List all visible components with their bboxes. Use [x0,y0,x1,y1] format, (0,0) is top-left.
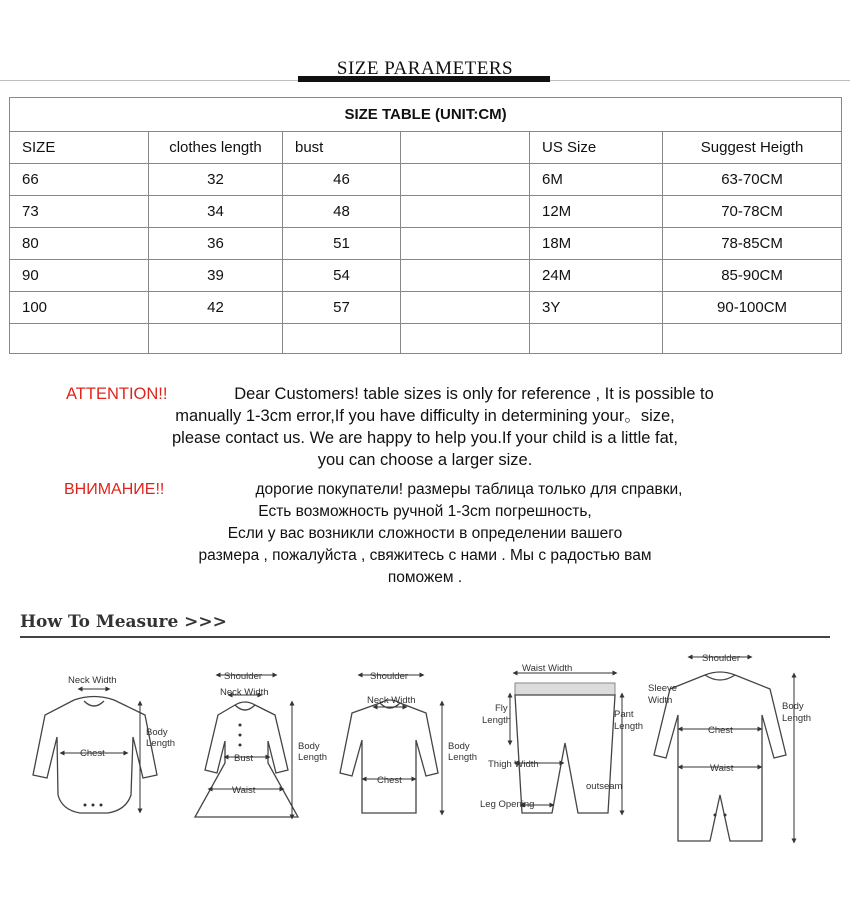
cell-empty [401,292,530,324]
label-body: Body [298,741,320,752]
label-pant-length: Length [614,721,644,732]
table-row [10,292,842,324]
how-to-measure-title: How To Measure >>> [20,612,227,632]
label-outseam: outseam [586,781,623,792]
shirt-figure [340,671,477,813]
cell-us-size: 12M [530,196,663,228]
label-chest: Chest [377,775,402,786]
header-size: SIZE [10,132,149,164]
header-bust: bust [283,132,401,164]
cell-suggest-height: 90-100CM [663,292,842,324]
attention-line: you can choose a larger size. [317,451,533,469]
label-waist: Waist [232,785,256,796]
label-body-length: Length [782,713,812,724]
table-caption: SIZE TABLE (UNIT:CM) [10,98,842,132]
table-row-blank [10,324,842,354]
vnimanie-line: Если у вас возникли сложности в определении вашего [227,525,623,542]
label-leg-opening: Leg Opening [480,799,535,810]
label-body-length: Length [146,738,176,749]
cell-us-size: 18M [530,228,663,260]
label-pant: Pant [614,709,634,720]
label-chest: Chest [80,748,105,759]
pants-figure [480,663,643,813]
cell-bust: 57 [283,292,401,324]
cell-bust: 48 [283,196,401,228]
label-body: Body [782,701,804,712]
cell-suggest-height: 85-90CM [663,260,842,292]
cell-suggest-height: 63-70CM [663,164,842,196]
how-to-measure-rule [20,636,830,638]
cell-us-size: 6M [530,164,663,196]
label-body: Body [146,727,168,738]
label-thigh-width: Thigh Width [488,759,539,770]
table-header-row [10,132,842,164]
measure-diagrams [30,645,830,845]
attention-line: manually 1-3cm error,If you have difficulty in determining your。size, [175,407,675,425]
label-neck-width: Neck Width [68,675,117,686]
cell-us-size: 3Y [530,292,663,324]
label-waist-width: Waist Width [522,663,573,674]
dress-figure [195,671,327,817]
cell-size: 90 [10,260,149,292]
vnimanie-label: ВНИМАНИЕ!! [64,481,165,498]
cell-empty [401,228,530,260]
header-suggest-height: Suggest Heigth [663,132,842,164]
cell-clothes-length: 42 [149,292,283,324]
cell-size: 100 [10,292,149,324]
label-shoulder: Shoulder [370,671,409,682]
vnimanie-line: дорогие покупатели! размеры таблица только для справки, [255,481,683,498]
attention-line: Dear Customers! table sizes is only for reference , It is possible to [234,385,714,403]
vnimanie-line: поможем . [387,569,463,586]
cell-bust: 46 [283,164,401,196]
cell-empty [401,196,530,228]
label-body-length: Length [448,752,478,763]
label-shoulder: Shoulder [224,671,263,682]
bodysuit-figure [33,675,175,813]
label-waist: Waist [710,763,734,774]
cell-empty [401,164,530,196]
cell-clothes-length: 34 [149,196,283,228]
cell-size: 73 [10,196,149,228]
cell-bust: 54 [283,260,401,292]
vnimanie-line: Есть возможность ручной 1-3cm погрешность, [258,503,592,520]
table-row [10,196,842,228]
label-bust: Bust [234,753,254,764]
label-chest: Chest [708,725,733,736]
label-body: Body [448,741,470,752]
cell-us-size: 24M [530,260,663,292]
label-neck-width: Neck Width [367,695,416,706]
label-neck-width: Neck Width [220,687,269,698]
attention-line: please contact us. We are happy to help you.If your child is a little fat, [172,429,678,447]
header-clothes-length: clothes length [149,132,283,164]
label-body-length: Length [298,752,328,763]
attention-label: ATTENTION!! [66,385,168,403]
romper-figure [648,653,811,841]
size-table [9,97,842,354]
table-row [10,228,842,260]
label-sleeve: Sleeve [648,683,678,694]
measure-diagrams-svg [30,645,830,845]
cell-size: 66 [10,164,149,196]
vnimanie-line: размера , пожалуйста , свяжитесь с нами . Мы с радостью вам [198,547,652,564]
header-us-size: US Size [530,132,663,164]
cell-clothes-length: 39 [149,260,283,292]
label-sleeve-width: Width [648,695,673,706]
page-title: SIZE PARAMETERS [336,58,514,79]
cell-size: 80 [10,228,149,260]
label-fly: Fly [495,703,508,714]
label-fly-length: Length [482,715,512,726]
label-shoulder: Shoulder [702,653,741,664]
cell-clothes-length: 36 [149,228,283,260]
title-block [0,56,850,96]
table-row [10,260,842,292]
cell-suggest-height: 78-85CM [663,228,842,260]
cell-empty [401,260,530,292]
table-row [10,164,842,196]
cell-suggest-height: 70-78CM [663,196,842,228]
cell-clothes-length: 32 [149,164,283,196]
header-empty [401,132,530,164]
cell-bust: 51 [283,228,401,260]
